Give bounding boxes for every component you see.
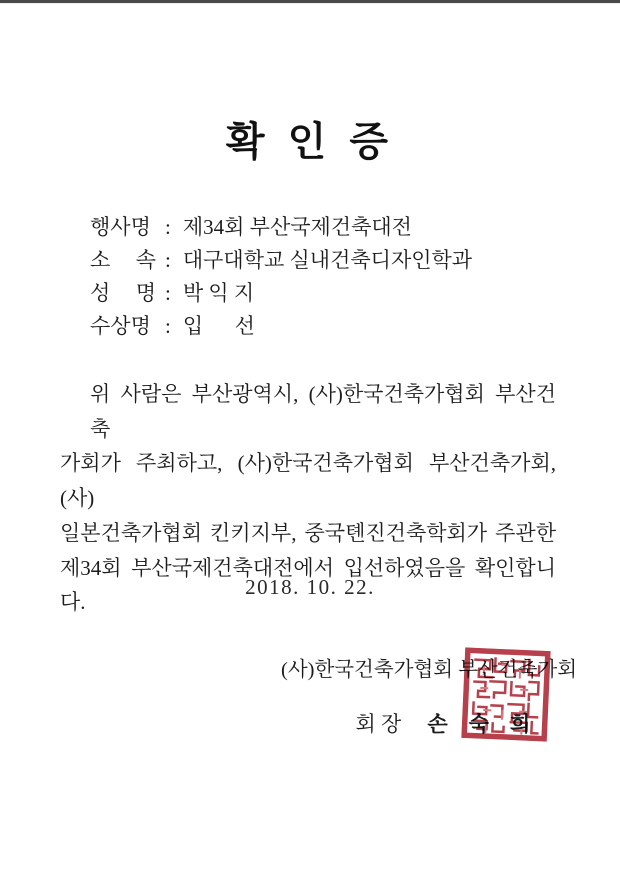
field-row-name bbox=[90, 277, 472, 310]
field-separator: : bbox=[165, 215, 171, 239]
page-title: 확 인 증 bbox=[225, 120, 395, 164]
body-line: 일본건축가협회 킨키지부, 중국톈진건축학회가 주관한 bbox=[60, 520, 556, 545]
field-separator: : bbox=[165, 314, 171, 338]
issue-date: 2018. 10. 22. bbox=[245, 575, 375, 599]
field-block bbox=[90, 211, 472, 343]
field-value-affiliation: 대구대학교 실내건축디자인학과 bbox=[182, 248, 473, 272]
body-line: 위 사람은 부산광역시, (사)한국건축가협회 부산건축 bbox=[90, 382, 556, 441]
field-value-name: 박 익 지 bbox=[182, 281, 255, 305]
body-line: 가회가 주최하고, (사)한국건축가협회 부산건축가회, (사) bbox=[60, 451, 556, 511]
field-label-award: 수상명 bbox=[90, 314, 151, 338]
field-separator: : bbox=[165, 281, 171, 305]
signature-organization: (사)한국건축가협회 부산건축가회 bbox=[281, 659, 578, 681]
body-line: 제34회 부산국제건축대전에서 입선하였음을 확인합니다. bbox=[60, 555, 556, 615]
top-bar bbox=[0, 0, 620, 4]
signature-role: 회 장 bbox=[355, 712, 402, 736]
field-row-award bbox=[90, 310, 472, 343]
field-row-event bbox=[90, 211, 472, 244]
field-separator: : bbox=[165, 248, 171, 272]
field-label-event: 행사명 bbox=[90, 215, 151, 239]
field-value-award: 입 선 bbox=[182, 314, 255, 338]
president-seal-stamp-icon bbox=[461, 647, 551, 742]
field-label-affiliation: 소 속 bbox=[90, 248, 156, 272]
field-value-event: 제34회 부산국제건축대전 bbox=[182, 215, 412, 239]
field-label-name: 성 명 bbox=[90, 281, 156, 305]
signature-name: 손 숙 희 bbox=[427, 712, 531, 736]
field-row-affiliation bbox=[90, 244, 472, 277]
